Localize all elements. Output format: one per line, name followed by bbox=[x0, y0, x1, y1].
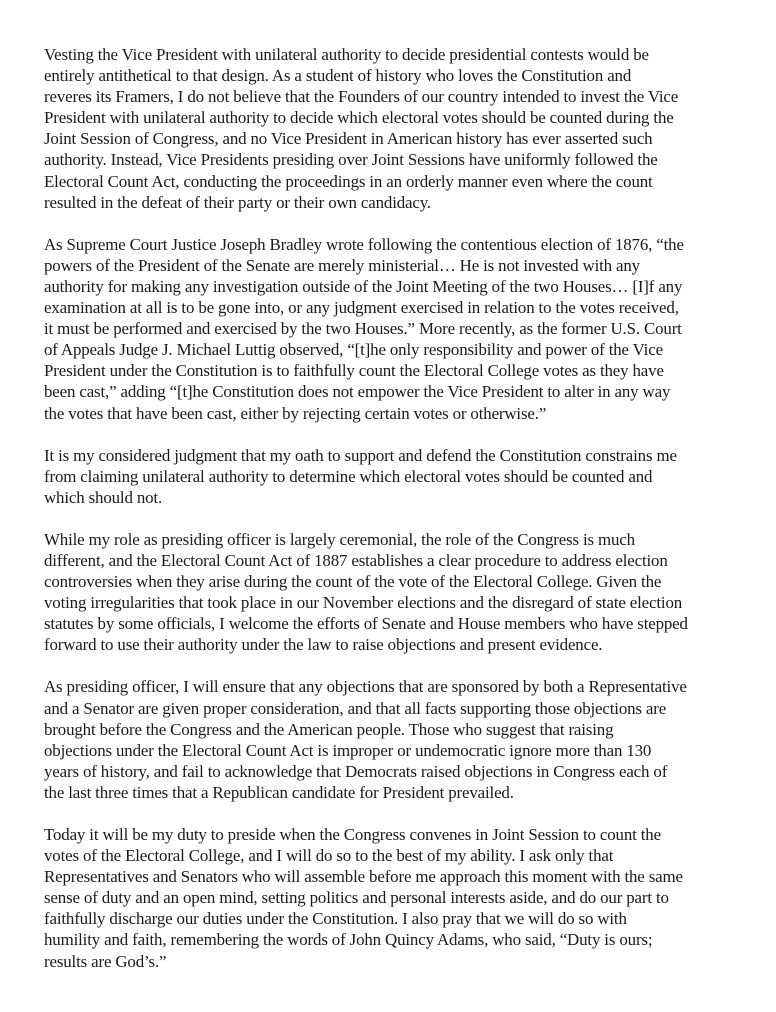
text-line: objections under the Electoral Count Act is improper or undemocratic ignore more than 130 bbox=[44, 740, 652, 760]
paragraph-role-of-congress bbox=[44, 529, 764, 656]
text-line: Today it will be my duty to preside when the Congress convenes in Joint Session to count the bbox=[44, 825, 661, 844]
text-line: statutes by some officials, I welcome the efforts of Senate and House members who have stepped bbox=[44, 614, 688, 634]
document-page bbox=[44, 44, 764, 993]
text-line: brought before the Congress and the American people. Those who suggest that raising bbox=[44, 719, 614, 739]
text-line: voting irregularities that took place in our November elections and the disregard of state election bbox=[44, 593, 683, 613]
text-line: the votes that have been cast, either by rejecting certain votes or otherwise.” bbox=[44, 403, 547, 423]
text-line: entirely antithetical to that design. As a student of history who loves the Constitution and bbox=[44, 66, 632, 86]
paragraph-objections bbox=[44, 676, 764, 803]
text-line: results are God’s.” bbox=[44, 951, 167, 971]
text-line: Joint Session of Congress, and no Vice President in American history has ever asserted such bbox=[44, 129, 653, 149]
text-line: which should not. bbox=[44, 487, 163, 507]
text-line: votes of the Electoral College, and I will do so to the best of my ability. I ask only that bbox=[44, 846, 614, 866]
text-line: authority for making any investigation outside of the Joint Meeting of the two Houses… [I]f any bbox=[44, 276, 683, 296]
text-line: sense of duty and an open mind, setting politics and personal interests aside, and do our part to bbox=[44, 888, 669, 908]
text-line: the last three times that a Republican candidate for President prevailed. bbox=[44, 782, 514, 802]
text-line: It is my considered judgment that my oath to support and defend the Constitution constrains me bbox=[44, 445, 677, 465]
paragraph-vice-president-authority bbox=[44, 44, 764, 213]
text-line: Representatives and Senators who will assemble before me approach this moment with the same bbox=[44, 867, 683, 887]
text-line: As presiding officer, I will ensure that any objections that are sponsored by both a Representative bbox=[44, 677, 687, 697]
text-line: controversies when they arise during the count of the vote of the Electoral College. Given the bbox=[44, 572, 662, 592]
paragraph-considered-judgment bbox=[44, 445, 764, 508]
text-line: and a Senator are given proper consideration, and that all facts supporting those objections are bbox=[44, 698, 667, 718]
text-line: examination at all is to be gone into, or any judgment exercised in relation to the votes received, bbox=[44, 298, 679, 318]
text-line: While my role as presiding officer is largely ceremonial, the role of the Congress is much bbox=[44, 529, 635, 549]
text-line: been cast,” adding “[t]he Constitution does not empower the Vice President to alter in any way bbox=[44, 382, 671, 402]
text-line: As Supreme Court Justice Joseph Bradley wrote following the contentious election of 1876, “the bbox=[44, 234, 684, 254]
text-line: Electoral Count Act, conducting the proceedings in an orderly manner even where the count bbox=[44, 171, 653, 191]
paragraph-bradley-luttig-quotes bbox=[44, 234, 764, 424]
text-line: of Appeals Judge J. Michael Luttig observed, “[t]he only responsibility and power of the Vice bbox=[44, 340, 663, 360]
text-line: humility and faith, remembering the words of John Quincy Adams, who said, “Duty is ours; bbox=[44, 930, 653, 950]
text-line: authority. Instead, Vice Presidents presiding over Joint Sessions have uniformly followed the bbox=[44, 150, 658, 170]
text-line: faithfully discharge our duties under the Constitution. I also pray that we will do so with bbox=[44, 909, 627, 929]
text-line: President with unilateral authority to decide which electoral votes should be counted during the bbox=[44, 108, 674, 128]
text-line: powers of the President of the Senate are merely ministerial… He is not invested with any bbox=[44, 255, 640, 275]
text-line: from claiming unilateral authority to determine which electoral votes should be counted and bbox=[44, 466, 653, 486]
text-line: different, and the Electoral Count Act of 1887 establishes a clear procedure to address election bbox=[44, 550, 668, 570]
text-line: forward to use their authority under the law to raise objections and present evidence. bbox=[44, 635, 603, 655]
text-line: years of history, and fail to acknowledge that Democrats raised objections in Congress each of bbox=[44, 761, 668, 781]
text-line: resulted in the defeat of their party or their own candidacy. bbox=[44, 192, 431, 212]
text-line: reveres its Framers, I do not believe that the Founders of our country intended to invest the Vice bbox=[44, 87, 679, 107]
paragraph-duty-to-preside bbox=[44, 824, 764, 972]
text-line: it must be performed and exercised by the two Houses.” More recently, as the former U.S. Court bbox=[44, 319, 682, 339]
text-line: Vesting the Vice President with unilateral authority to decide presidential contests would be bbox=[44, 45, 649, 64]
text-line: President under the Constitution is to faithfully count the Electoral College votes as they have bbox=[44, 361, 664, 381]
